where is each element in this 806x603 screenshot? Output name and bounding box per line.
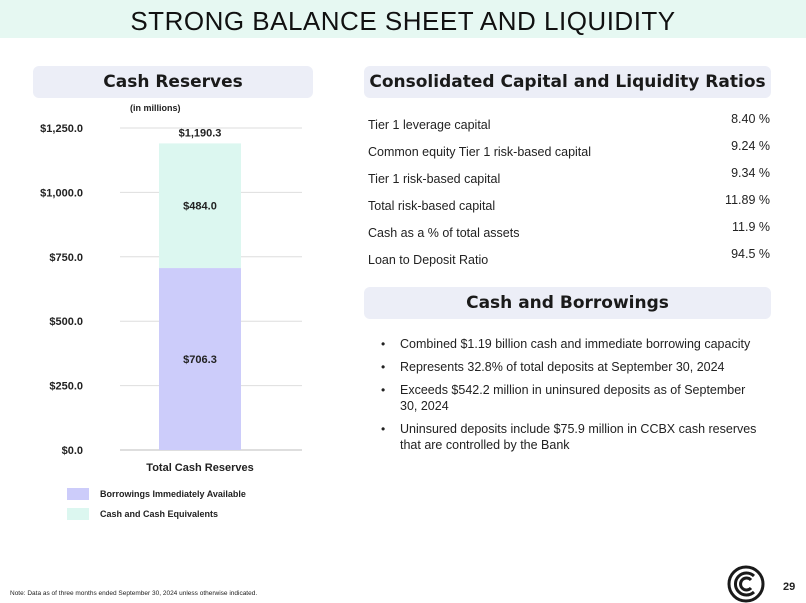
ratios-table — [368, 112, 770, 274]
ratio-value: 9.24 % — [731, 139, 770, 153]
ratio-row — [368, 139, 770, 166]
page-title: STRONG BALANCE SHEET AND LIQUIDITY — [130, 6, 676, 36]
cash-reserves-heading — [33, 66, 313, 98]
ratio-value: 11.9 % — [732, 220, 770, 234]
list-item: • Represents 32.8% of total deposits at September 30, 2024 — [381, 359, 761, 375]
chart-bars — [159, 143, 241, 450]
ratios-heading — [364, 66, 771, 98]
cash-reserves-chart — [0, 110, 330, 480]
ratio-value: 11.89 % — [725, 193, 770, 207]
unit-note: (in millions) — [130, 103, 181, 113]
chart-y-axis — [40, 123, 83, 457]
ratio-label: Cash as a % of total assets — [368, 226, 520, 240]
legend-label-cash: Cash and Cash Equivalents — [100, 509, 219, 519]
ratio-label: Loan to Deposit Ratio — [368, 253, 489, 267]
y-tick-label: $0.0 — [61, 445, 83, 457]
ratio-label: Tier 1 leverage capital — [368, 118, 491, 132]
list-item: • Uninsured deposits include $75.9 million in CCBX cash reserves that are controlled by the Bank — [381, 421, 761, 453]
page-number: 29 — [783, 581, 796, 593]
ratio-row — [368, 247, 770, 274]
legend-swatch-cash — [67, 508, 89, 520]
ratio-value: 94.5 % — [731, 247, 770, 261]
y-tick-label: $1,250.0 — [40, 123, 83, 135]
x-category-label: Total Cash Reserves — [146, 462, 254, 474]
y-tick-label: $250.0 — [49, 380, 83, 393]
ratio-row — [368, 166, 770, 193]
cash-reserves-heading-text: Cash Reserves — [103, 72, 243, 92]
y-tick-label: $1,000.0 — [40, 187, 83, 200]
ratio-value: 8.40 % — [731, 112, 770, 126]
list-item: • Exceeds $542.2 million in uninsured deposits as of September 30, 2024 — [381, 382, 761, 414]
ratio-row — [368, 220, 770, 247]
y-tick-label: $500.0 — [49, 316, 83, 329]
y-tick-label: $750.0 — [49, 251, 83, 264]
ratio-label: Total risk-based capital — [368, 199, 496, 213]
ratio-label: Common equity Tier 1 risk-based capital — [368, 145, 592, 159]
list-item: • Combined $1.19 billion cash and immediate borrowing capacity — [381, 336, 761, 352]
ratio-value: 9.34 % — [731, 166, 770, 180]
bar-value-label: $484.0 — [183, 200, 217, 213]
borrowings-bullet-list — [381, 336, 761, 460]
title-banner — [0, 0, 806, 38]
footnote: Note: Data as of three months ended September 30, 2024 unless otherwise indicated. — [10, 590, 258, 597]
borrowings-heading — [364, 287, 771, 319]
bar-value-label: $706.3 — [183, 354, 217, 367]
legend-label-borrowings: Borrowings Immediately Available — [100, 489, 246, 499]
ratio-row — [368, 193, 770, 220]
ratios-heading-text: Consolidated Capital and Liquidity Ratios — [369, 72, 766, 92]
borrowings-heading-text: Cash and Borrowings — [466, 293, 669, 313]
ratio-row — [368, 112, 770, 139]
ratio-label: Tier 1 risk-based capital — [368, 172, 501, 186]
circular-logo-icon — [727, 565, 765, 603]
bar-total-label: $1,190.3 — [178, 127, 222, 140]
legend-swatch-borrowings — [67, 488, 89, 500]
